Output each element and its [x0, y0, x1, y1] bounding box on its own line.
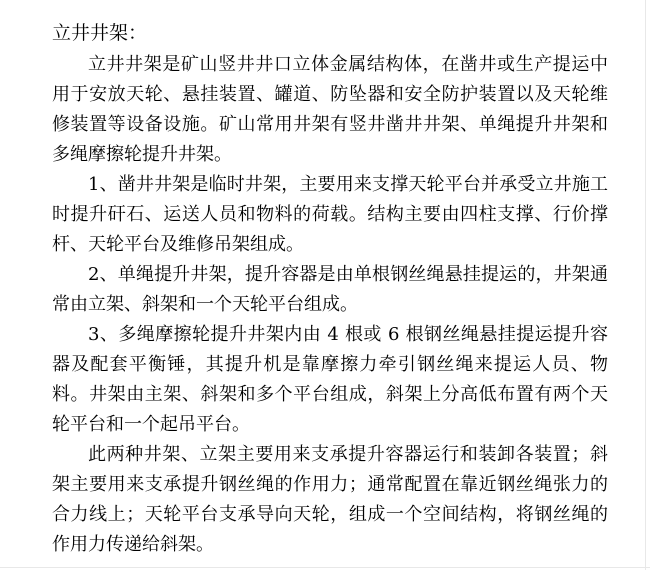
paragraph-frame-functions: 此两种井架、立架主要用来支承提升容器运行和装卸各装置；斜架主要用来支承提升钢丝绳的作用力；通常配置在靠近钢丝绳张力的合力线上；天轮平台支承导向天轮，组成一个空间结构，将钢丝绳的作用力传递给斜架。: [52, 444, 608, 555]
right-edge-divider: [645, 0, 646, 570]
section-title: 立井井架：: [52, 22, 148, 44]
paragraph-single-rope-headframe: 2、单绳提升井架，提升容器是由单根钢丝绳悬挂提运的，井架通常由立架、斜架和一个天轮平台组成。: [52, 264, 608, 315]
paragraph-sinking-headframe: 1、凿井井架是临时井架，主要用来支撑天轮平台并承受立井施工时提升矸石、运送人员和物料的荷载。结构主要由四柱支撑、行价撑杆、天轮平台及维修吊架组成。: [52, 174, 608, 255]
paragraph-multi-rope-headframe: 3、多绳摩擦轮提升井架内由 4 根或 6 根钢丝绳悬挂提运提升容器及配套平衡锤，其提升机是靠摩擦力牵引钢丝绳来提运人员、物料。井架由主架、斜架和多个平台组成，斜架上分高低布置有两个天轮平台和一个起吊平台。: [52, 324, 608, 435]
paragraph-intro: 立井井架是矿山竖井井口立体金属结构体，在凿井或生产提运中用于安放天轮、悬挂装置、罐道、防坠器和安全防护装置以及天轮维修装置等设备设施。矿山常用井架有竖井凿井井架、单绳提升井架和多绳摩擦轮提升井架。: [52, 54, 608, 165]
bottom-edge-divider: [0, 567, 650, 568]
